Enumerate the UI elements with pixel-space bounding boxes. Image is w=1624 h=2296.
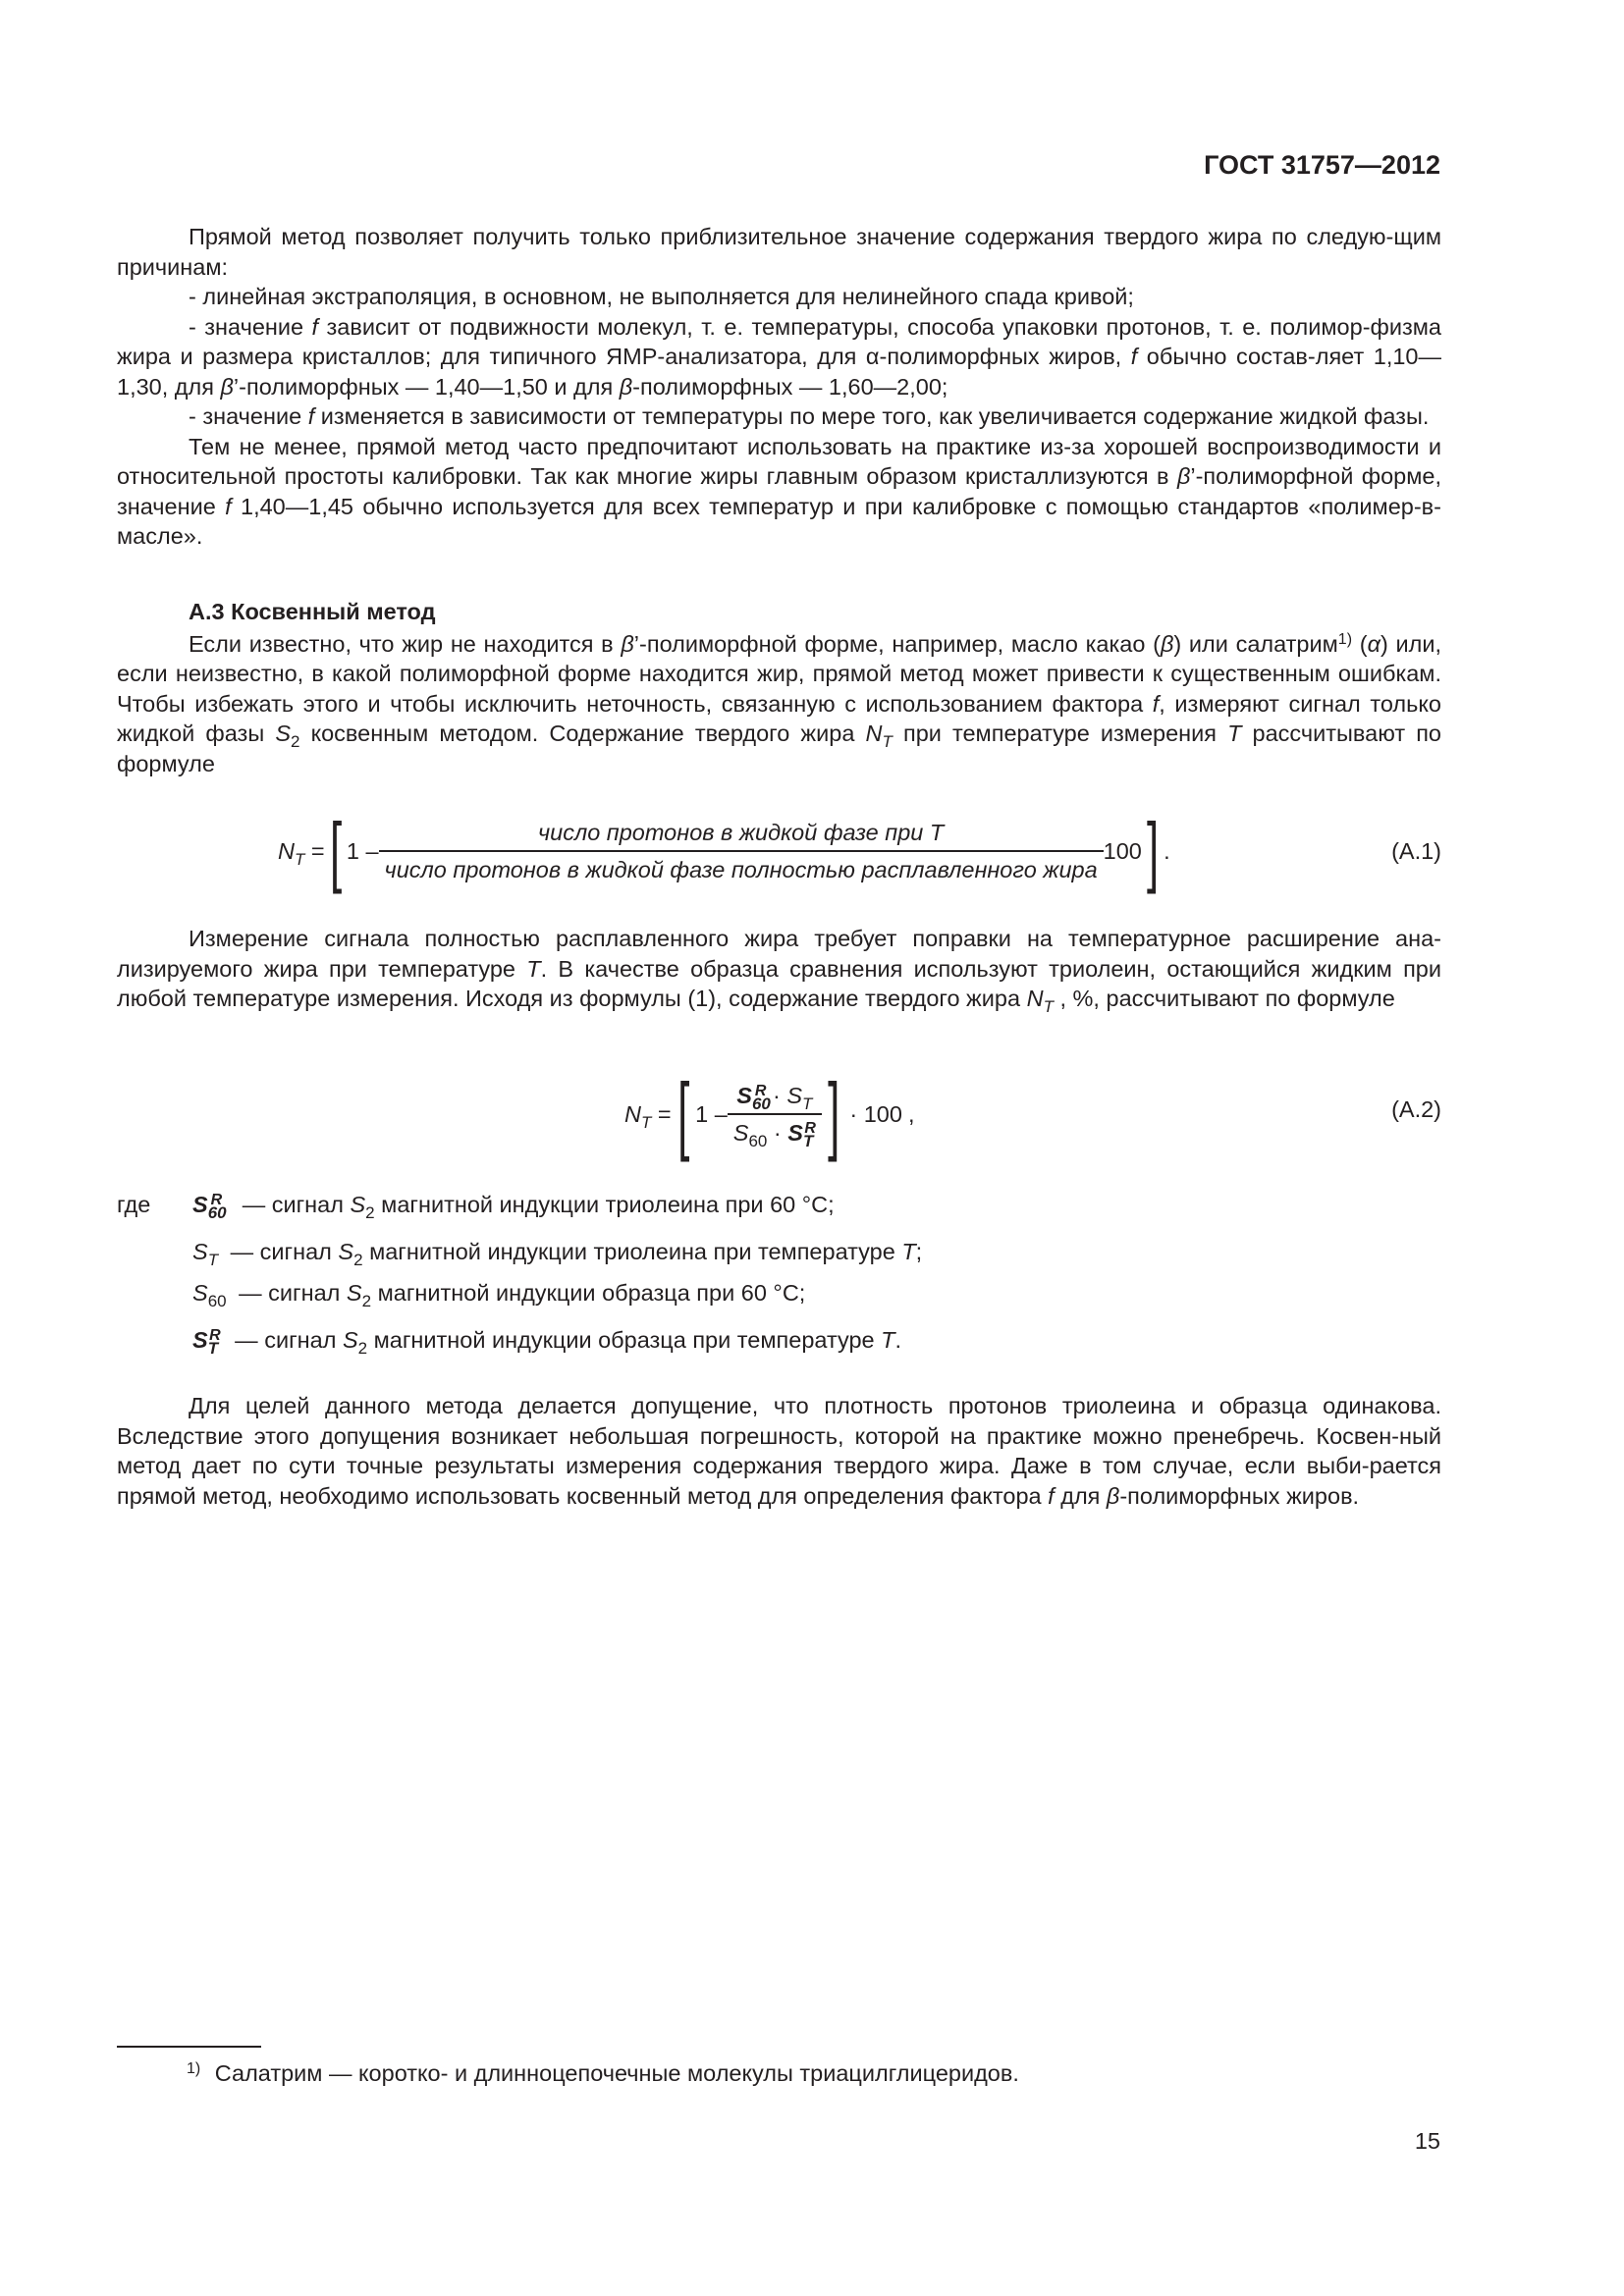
eq1-numerator: число протонов в жидкой фазе при T [537,819,945,845]
intro-bullet-2: - значение f зависит от подвижности молекул, т. е. температуры, способа упаковки протонов, т. е. полимор-физма жира и размера кристаллов; для типичного ЯМР-анализатора, для α-полиморфных жиров, f обычно состав-ляет 1,10—1,30, для β’-полиморфных — 1,40—1,50 и для β-полиморфных — 1,60—2,00; [117,313,1441,400]
eq2-right-bracket: ] [828,1065,840,1162]
section-a3 [117,597,1441,778]
eq2-numerator: $S_{60}^R \cdot S_T$ [736,1082,813,1113]
intro-bullet-3: - значение f изменяется в зависимости от температуры по мере того, как увеличивается содержание жидкой фазы. [189,403,1430,429]
intro-bullet-1: - линейная экстраполяция, в основном, не выполняется для нелинейного спада кривой; [189,284,1134,309]
footnote [187,2058,1019,2089]
where-item-2: $S_T$ — сигнал $S_2$ магнитной индукции триолеина при температуре T; [192,1239,923,1269]
footnote-text: Салатрим — коротко- и длинноцепочечные молекулы триацилглицеридов. [214,2060,1019,2086]
where-item-3: $S_{60}$ — сигнал $S_2$ магнитной индукции образца при 60 °С; [192,1280,806,1310]
eq2-fraction [728,1081,822,1148]
eq1-lhs: $N_T$ = [278,837,325,869]
eq1-factor: 100 [1103,837,1142,864]
eq2-denominator: $S_{60} \cdot S_T^R$ [728,1113,822,1148]
eq1-right-bracket: ] [1146,807,1160,894]
conclusion-block [117,1391,1441,1511]
intro-block [117,222,1441,552]
eq1-one-minus: 1 – [346,837,379,864]
eq2-lhs: $N_T$ = [624,1100,672,1132]
page-number: 15 [1414,2128,1440,2154]
eq1-left-bracket: [ [329,807,342,894]
footnote-separator [117,2046,261,2048]
intro-paragraph-2: Тем не менее, прямой метод часто предпочитают использовать на практике из-за хорошей воспроизводимости и относительной простоты калибровки. Так как многие жиры главным образом кристаллизуются в β’-полиморфной форме, значение f 1,40—1,45 обычно используется для всех температур и при калибровке с помощью стандартов «полимер-в-масле». [117,433,1441,549]
section-paragraph: Если известно, что жир не находится в β’-полиморфной форме, например, масло какао (β) или салатрим$^{1)}$ (α) или, если неизвестно, в какой полиморфной форме находится жир, прямой метод может привести к существенным ошибкам. Чтобы избежать этого и чтобы исключить неточность, связанную с использованием фактора f, измеряют сигнал только жидкой фазы $S_2$ косвенным методом. Содержание твердого жира $N_T$ при температуре измерения T рассчитывают по формуле [117,630,1441,776]
footnote-marker: 1) [187,2060,201,2077]
intro-paragraph-1: Прямой метод позволяет получить только приблизительное значение содержания твердого жира по следую-щим причинам: [117,224,1441,280]
eq2-label: (А.2) [1391,1096,1441,1122]
eq2-factor: · 100 [849,1100,902,1127]
eq1-label: (А.1) [1391,838,1441,864]
eq1-end: . [1164,837,1170,864]
conclusion-paragraph: Для целей данного метода делается допущение, что плотность протонов триолеина и образца одинакова. Вследствие этого допущения возникает небольшая погрешность, которой на практике можно пренебречь. Косвен-ный метод дает по сути точные результаты измерения содержания твердого жира. Даже в том случае, если выби-рается прямой метод, необходимо использовать косвенный метод для определения фактора f для β-полиморфных жиров. [117,1393,1441,1509]
middle-block [117,924,1441,1014]
section-title: А.3 Косвенный метод [189,599,436,624]
where-label: где [117,1192,151,1217]
eq2-left-bracket: [ [677,1065,689,1162]
document-header: ГОСТ 31757—2012 [1204,150,1440,180]
eq1-fraction [379,818,1104,885]
eq1-denominator: число протонов в жидкой фазе полностью расплавленного жира [379,850,1104,885]
where-item-4: $S_T^R$ — сигнал $S_2$ магнитной индукции образца при температуре T. [192,1327,902,1358]
equation-a2 [624,1065,915,1162]
equation-a1 [278,807,1170,894]
middle-paragraph: Измерение сигнала полностью расплавленного жира требует поправки на температурное расширение ана-лизируемого жира при температуре T. В качестве образца сравнения используют триолеин, остающийся жидким при любой температуре измерения. Исходя из формулы (1), содержание твердого жира $N_T$ , %, рассчитывают по формуле [117,926,1441,1016]
where-item-1: $S_{60}^R$ — сигнал $S_2$ магнитной индукции триолеина при 60 °С; [192,1192,835,1222]
eq2-end: , [907,1100,915,1127]
eq2-one-minus: 1 – [695,1100,728,1127]
